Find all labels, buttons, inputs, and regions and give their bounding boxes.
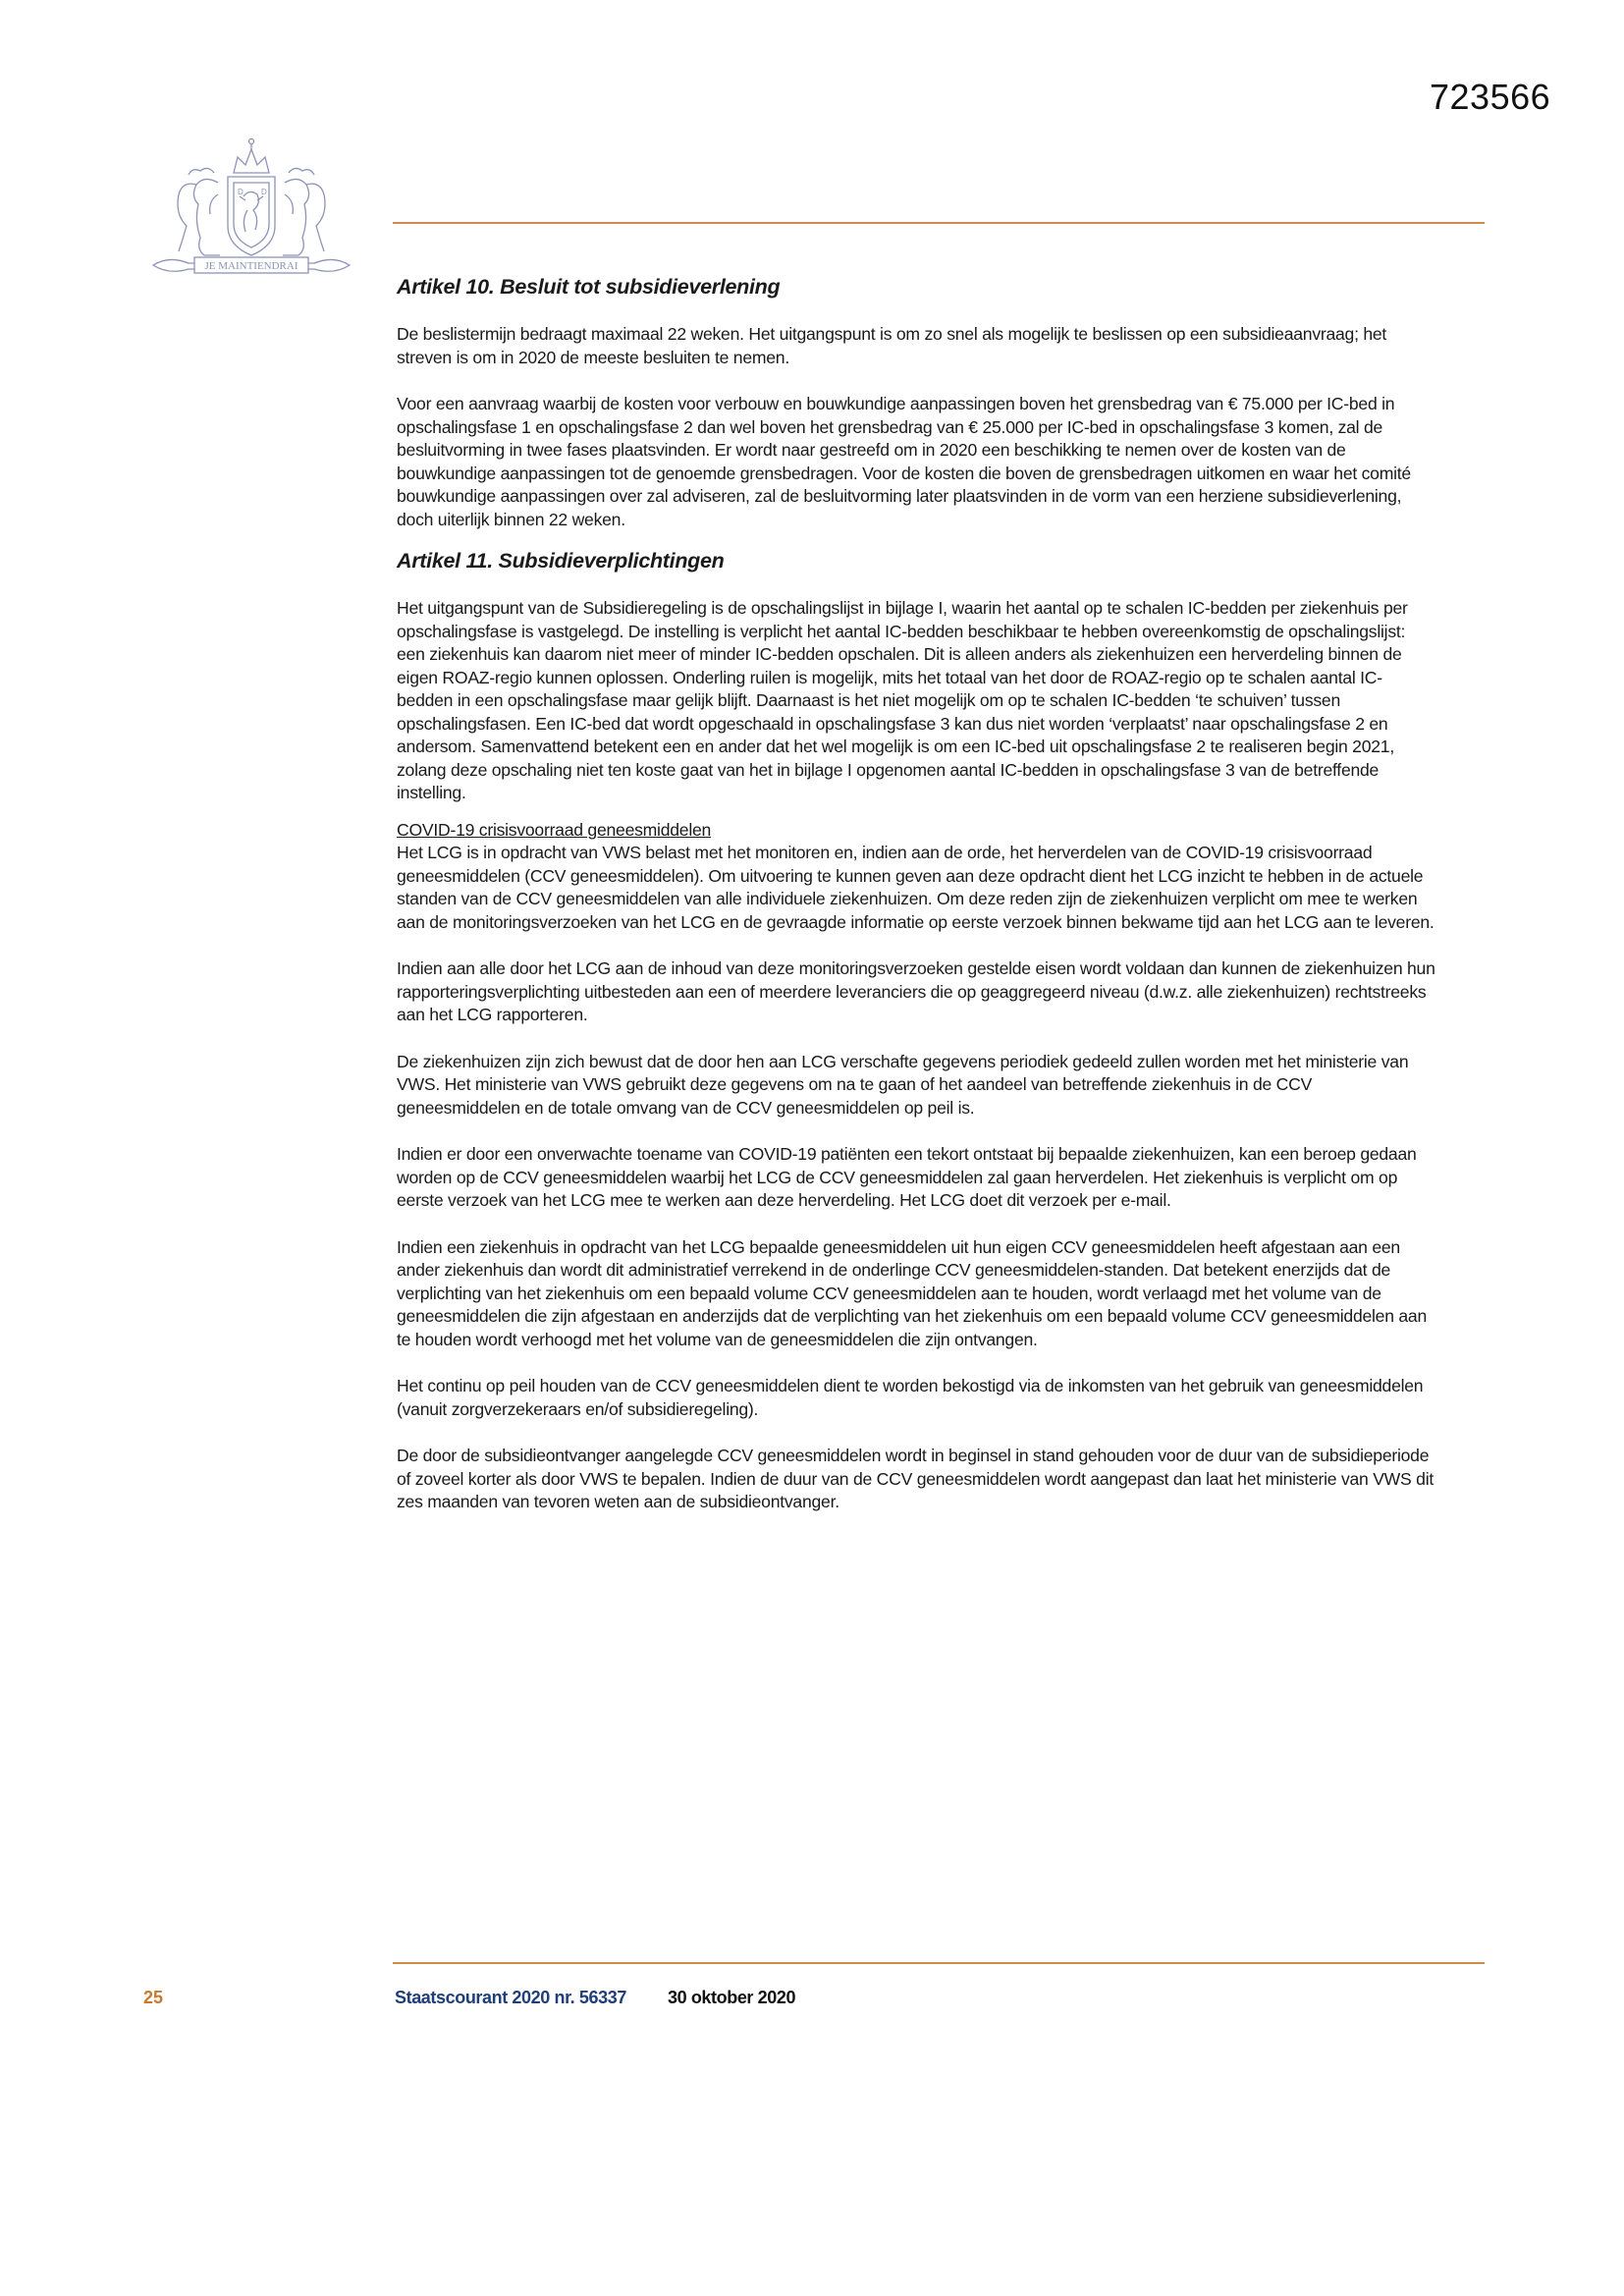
header-rule <box>393 222 1485 224</box>
article-10-paragraph-1: De beslistermijn bedraagt maximaal 22 weken. Het uitgangspunt is om zo snel als mogelijk te beslissen op een subsidieaanvraag; het streven is om in 2020 de meeste besluiten te nemen. <box>397 324 1387 367</box>
covid-stock-paragraph-5: Indien een ziekenhuis in opdracht van het LCG bepaalde geneesmiddelen uit hun eigen CCV geneesmiddelen heeft afgestaan aan een ander ziekenhuis dan wordt dit administratief verrekend in de onderlinge CCV geneesmiddelen-standen. Dat betekent enerzijds dat de verplichting van het ziekenhuis om een bepaald volume CCV geneesmiddelen aan te houden, wordt verlaagd met het volume van de geneesmiddelen die zijn afgestaan en anderzijds dat de verplichting van het ziekenhuis om een bepaald volume CCV geneesmiddelen aan te houden wordt verhoogd met het volume van de geneesmiddelen die zijn ontvangen. <box>397 1236 1427 1349</box>
publication-date: 30 oktober 2020 <box>668 1988 796 2007</box>
covid-stock-paragraph-3: De ziekenhuizen zijn zich bewust dat de door hen aan LCG verschafte gegevens periodiek gedeeld zullen worden met het ministerie van VWS. Het ministerie van VWS gebruikt deze gegevens om na te gaan of het aandeel van betreffende ziekenhuis in de CCV geneesmiddelen en de totale omvang van de CCV geneesmiddelen op peil is. <box>397 1051 1409 1118</box>
document-id: 723566 <box>1430 77 1551 117</box>
emblem-motto: JE MAINTIENDRAI <box>204 260 298 272</box>
covid-stock-subheading: COVID-19 crisisvoorraad geneesmiddelen <box>397 819 712 840</box>
article-10-paragraph-2: Voor een aanvraag waarbij de kosten voor verbouw en bouwkundige aanpassingen boven het grensbedrag van € 75.000 per IC-bed in opschalingsfase 1 en opschalingsfase 2 dan wel boven het grensbedrag van € 25.000 per IC-bed in opschalingsfase 3 komen, zal de besluitvorming in twee fases plaatsvinden. Er wordt naar gestreefd om in 2020 een beschikking te nemen over de kosten van de bouwkundige aanpassingen tot de genoemde grensbedragen. Voor de kosten die boven de grensbedragen uitkomen en waar het comité bouwkundige aanpassingen over zal adviseren, zal de besluitvorming later plaatsvinden in de vorm van een herziene subsidieverlening, doch uiterlijk binnen 22 weken. <box>397 394 1411 529</box>
footer-rule <box>393 1962 1485 1964</box>
article-11-paragraph-1: Het uitgangspunt van de Subsidieregeling is de opschalingslijst in bijlage I, waarin het aantal op te schalen IC-bedden per ziekenhuis per opschalingsfase is vastgelegd. De instelling is verplicht het aantal IC-bedden beschikbaar te hebben overeenkomstig de opschalingslijst: een ziekenhuis kan daarom niet meer of minder IC-bedden opschalen. Dit is alleen anders als ziekenhuizen een herverdeling binnen de eigen ROAZ-regio kunnen oplossen. Onderling ruilen is mogelijk, mits het totaal van het door de ROAZ-regio op te schalen aantal IC-bedden in een opschalingsfase maar gelijk blijft. Daarnaast is het niet mogelijk om op te schalen IC-bedden ‘te schuiven’ tussen opschalingsfasen. Een IC-bed dat wordt opgeschaald in opschalingsfase 3 kan dus niet worden ‘verplaatst’ naar opschalingsfase 2 en andersom. Samenvattend betekent een en ander dat het wel mogelijk is om een IC-bed uit opschalingsfase 2 te realiseren begin 2021, zolang deze opschaling niet ten koste gaat van het in bijlage I opgenomen aantal IC-bedden in opschalingsfase 3 van de betreffende instelling. <box>397 598 1408 802</box>
publication-title: Staatscourant 2020 nr. 56337 <box>395 1988 626 2007</box>
document-body <box>397 275 1437 1538</box>
svg-text:D: D <box>238 188 244 196</box>
article-11-heading: Artikel 11. Subsidieverplichtingen <box>397 549 725 573</box>
covid-stock-paragraph-6: Het continu op peil houden van de CCV geneesmiddelen dient te worden bekostigd via de inkomsten van het gebruik van geneesmiddelen (vanuit zorgverzekeraars en/of subsidieregeling). <box>397 1376 1424 1419</box>
page-number: 25 <box>143 1988 164 2007</box>
covid-stock-section <box>397 819 1437 1514</box>
svg-text:D: D <box>261 188 267 196</box>
covid-stock-paragraph-2: Indien aan alle door het LCG aan de inhoud van deze monitoringsverzoeken gestelde eisen wordt voldaan dan kunnen de ziekenhuizen hun rapporteringsverplichting uitbesteden aan een of meerdere leveranciers die op geaggregeerd niveau (d.w.z. alle ziekenhuizen) rechtstreeks aan het LCG rapporteren. <box>397 958 1435 1024</box>
covid-stock-paragraph-7: De door de subsidieontvanger aangelegde CCV geneesmiddelen wordt in beginsel in stand gehouden voor de duur van de subsidieperiode of zoveel korter als door VWS te bepalen. Indien de duur van de CCV geneesmiddelen wordt aangepast dan laat het ministerie van VWS dit zes maanden van tevoren weten aan de subsidieontvanger. <box>397 1446 1434 1511</box>
royal-coat-of-arms-icon <box>139 136 363 283</box>
covid-stock-paragraph-1: Het LCG is in opdracht van VWS belast met het monitoren en, indien aan de orde, het herverdelen van de COVID-19 crisisvoorraad geneesmiddelen (CCV geneesmiddelen). Om uitvoering te kunnen geven aan deze opdracht dient het LCG inzicht te hebben in de actuele standen van de CCV geneesmiddelen van alle individuele ziekenhuizen. Om deze reden zijn de ziekenhuizen verplicht om mee te werken aan de monitoringsverzoeken van het LCG en de gevraagde informatie op eerste verzoek binnen bekwame tijd aan het LCG aan te leveren. <box>397 843 1435 932</box>
article-10-heading: Artikel 10. Besluit tot subsidieverlening <box>397 275 781 299</box>
article-11 <box>397 549 1437 1514</box>
article-10 <box>397 275 1437 531</box>
covid-stock-paragraph-4: Indien er door een onverwachte toename van COVID-19 patiënten een tekort ontstaat bij bepaalde ziekenhuizen, kan een beroep gedaan worden op de CCV geneesmiddelen waarbij het LCG de CCV geneesmiddelen zal gaan herverdelen. Het ziekenhuis is verplicht om op eerste verzoek van het LCG mee te werken aan deze herverdeling. Het LCG doet dit verzoek per e-mail. <box>397 1144 1417 1210</box>
